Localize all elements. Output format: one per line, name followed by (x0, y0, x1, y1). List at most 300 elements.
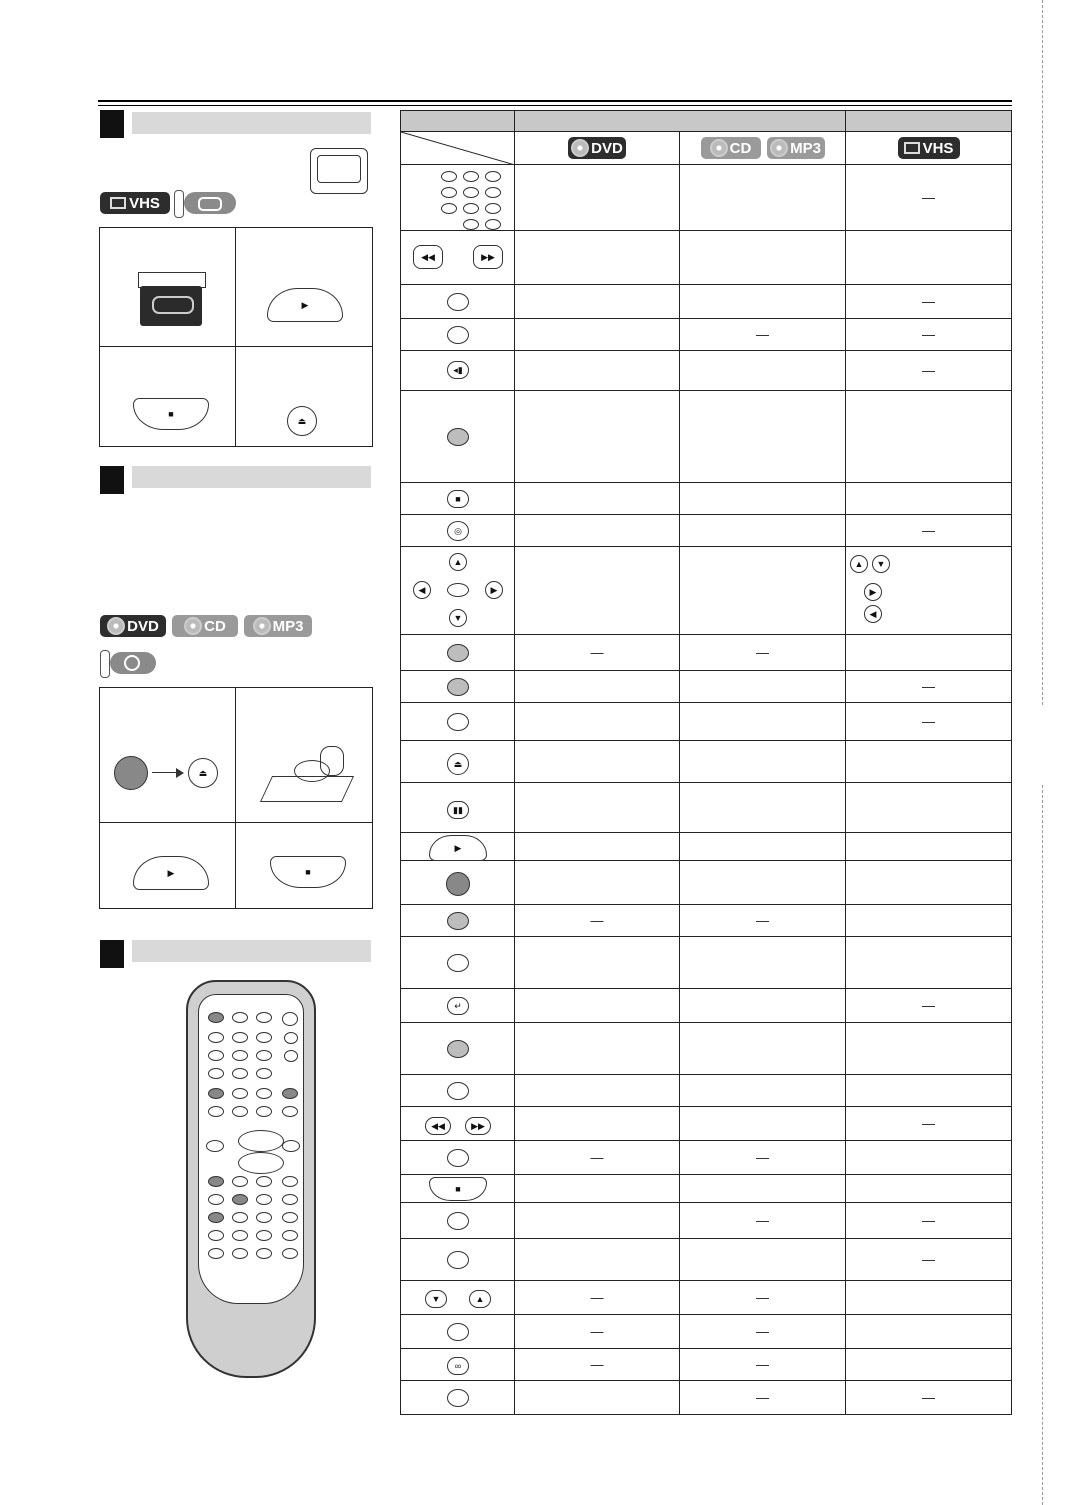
btn-h-icon (447, 1251, 469, 1269)
table-cd-cell (680, 1239, 846, 1281)
target-icon: ◎ (447, 521, 469, 541)
remote-button-31 (282, 1212, 298, 1223)
play-icon: ▶ (301, 299, 309, 310)
remote-button-19 (282, 1106, 298, 1117)
table-row (401, 1349, 1012, 1381)
table-dvd-cell (515, 1239, 680, 1281)
table-row (401, 671, 1012, 703)
pause-icon: ▮▮ (447, 801, 469, 819)
section-number-2 (100, 466, 124, 494)
table-vhs-cell (846, 1349, 1012, 1381)
remote-button-0 (208, 1012, 224, 1023)
down-arrow-icon: ▼ (449, 609, 467, 627)
remote-button-5 (256, 1032, 272, 1043)
table-row (401, 483, 1012, 515)
table-vhs-cell (846, 989, 1012, 1023)
remote-button-39 (282, 1248, 298, 1259)
table-row (401, 1023, 1012, 1075)
square-icon: ■ (447, 490, 469, 508)
table-vhs-value: — (922, 1390, 935, 1405)
table-dvd-cell (515, 351, 680, 391)
table-cd-cell (680, 1107, 846, 1141)
stop-icon: ■ (168, 408, 174, 419)
table-vhs-cell (846, 741, 1012, 783)
table-cd-value: — (756, 1357, 769, 1372)
table-dvd-cell (515, 833, 680, 861)
tv-icon (310, 148, 368, 194)
btn-b-icon (447, 326, 469, 344)
vcr-icon: ∞ (447, 1357, 469, 1375)
table-vhs-value: — (922, 294, 935, 309)
table-dvd-cell (515, 741, 680, 783)
stop-button-illustration (133, 398, 209, 430)
number-key-4 (441, 187, 457, 198)
channel-up-icon: ▲ (469, 1290, 491, 1308)
table-row (401, 1141, 1012, 1175)
table-cd-cell (680, 1075, 846, 1107)
table-vhs-cell (846, 351, 1012, 391)
table-button-cell (401, 483, 515, 515)
stop-icon: ■ (305, 866, 311, 877)
remote-button-20 (208, 1176, 224, 1187)
dvd-steps-box (99, 687, 373, 909)
table-button-cell (401, 1175, 515, 1203)
table-vhs-cell (846, 547, 1012, 635)
table-vhs-header: VHS (846, 132, 1012, 165)
vhs-down-icon: ▼ (872, 555, 890, 573)
remote-button-4 (232, 1032, 248, 1043)
table-vhs-value: — (922, 363, 935, 378)
table-button-cell (401, 1075, 515, 1107)
table-cd-cell (680, 1315, 846, 1349)
table-cd-cell (680, 1141, 846, 1175)
remote-button-17 (232, 1106, 248, 1117)
table-row (401, 515, 1012, 547)
table-button-cell (401, 1281, 515, 1315)
table-row (401, 1175, 1012, 1203)
eject-button-illustration (287, 406, 317, 436)
number-key-9 (485, 203, 501, 214)
remote-eject-button (282, 1012, 298, 1026)
table-button-cell (401, 1023, 515, 1075)
remote-button-18 (256, 1106, 272, 1117)
table-vhs-cell (846, 1175, 1012, 1203)
table-dvd-value: — (590, 913, 604, 928)
table-dvd-cell (515, 1349, 680, 1381)
table-button-cell (401, 703, 515, 741)
power-icon (446, 872, 470, 896)
table-vhs-cell (846, 1075, 1012, 1107)
remote-button-29 (232, 1212, 248, 1223)
table-dvd-value: — (590, 1150, 604, 1165)
channel-down-icon: ▼ (425, 1290, 447, 1308)
section-number-3 (100, 940, 124, 968)
remote-button-32 (208, 1230, 224, 1241)
table-dvd-cell (515, 783, 680, 833)
remote-button-9 (208, 1068, 224, 1079)
table-cd-value: — (756, 1324, 769, 1339)
table-cd-cell (680, 515, 846, 547)
table-dvd-cell (515, 285, 680, 319)
table-cd-value: — (756, 327, 769, 342)
remote-button-26 (256, 1194, 272, 1205)
table-row (401, 703, 1012, 741)
section-title-3 (132, 940, 371, 962)
table-button-cell (401, 905, 515, 937)
table-dvd-cell (515, 1023, 680, 1075)
table-row (401, 905, 1012, 937)
table-cd-cell (680, 1175, 846, 1203)
table-row (401, 861, 1012, 905)
remote-ffw-button (282, 1140, 300, 1152)
table-dvd-value: — (590, 645, 604, 660)
section-number-1 (100, 110, 124, 138)
remote-button-13 (232, 1088, 248, 1099)
vhs-left-icon: ◀ (864, 605, 882, 623)
grey-oval-1-icon (447, 428, 469, 446)
table-row (401, 1203, 1012, 1239)
table-dvd-cell (515, 1107, 680, 1141)
table-row (401, 989, 1012, 1023)
table-dvd-cell (515, 671, 680, 703)
grey-oval-2-icon (447, 644, 469, 662)
number-key-8 (463, 203, 479, 214)
remote-button-6 (208, 1050, 224, 1061)
remote-button-28 (208, 1212, 224, 1223)
dvd-disc-icon (110, 652, 156, 674)
number-key-1 (441, 171, 457, 182)
table-row (401, 833, 1012, 861)
table-dvd-cell (515, 703, 680, 741)
remote-button-35 (282, 1230, 298, 1241)
table-vhs-cell (846, 1203, 1012, 1239)
enter-icon (447, 583, 469, 597)
remote-button-7 (232, 1050, 248, 1061)
table-dvd-cell (515, 391, 680, 483)
table-cd-cell (680, 989, 846, 1023)
table-dvd-cell (515, 515, 680, 547)
stop-button-illustration-2 (270, 856, 346, 888)
table-button-cell (401, 547, 515, 635)
table-row (401, 285, 1012, 319)
table-dvd-cell (515, 1175, 680, 1203)
section-title-1 (132, 112, 371, 134)
table-button-cell (401, 165, 515, 231)
remote-button-25 (232, 1194, 248, 1205)
table-cd-cell (680, 231, 846, 285)
table-vhs-cell (846, 671, 1012, 703)
table-cd-cell (680, 483, 846, 515)
table-cd-mp3-header: CD MP3 (680, 132, 846, 165)
table-dvd-cell (515, 1203, 680, 1239)
disc-insert-illustration (260, 746, 356, 806)
vhs-badge: VHS (100, 192, 170, 214)
table-diagonal-cell (401, 132, 515, 165)
table-button-cell (401, 285, 515, 319)
remote-control-illustration (186, 980, 316, 1378)
table-cd-cell (680, 741, 846, 783)
table-button-cell (401, 231, 515, 285)
table-vhs-cell (846, 231, 1012, 285)
table-cd-cell (680, 391, 846, 483)
table-button-cell (401, 861, 515, 905)
table-cd-cell (680, 833, 846, 861)
table-cd-value: — (756, 645, 769, 660)
remote-button-21 (232, 1176, 248, 1187)
remote-rew-button (206, 1140, 224, 1152)
function-table (400, 110, 1012, 1415)
table-row (401, 165, 1012, 231)
table-header-vcr (846, 111, 1012, 132)
number-key-3 (485, 171, 501, 182)
grey-oval-5-icon (447, 1040, 469, 1058)
table-cd-value: — (756, 913, 769, 928)
remote-stop-button (238, 1152, 284, 1174)
remote-button-15 (282, 1088, 298, 1099)
table-dvd-cell (515, 1381, 680, 1415)
table-button-cell (401, 833, 515, 861)
remote-button-1 (232, 1012, 248, 1023)
table-cd-cell (680, 703, 846, 741)
table-vhs-cell (846, 635, 1012, 671)
table-header-button (401, 111, 515, 132)
vhs-steps-box (99, 227, 373, 447)
table-button-cell (401, 741, 515, 783)
btn-c-icon (447, 713, 469, 731)
table-row (401, 1281, 1012, 1315)
table-button-cell (401, 1349, 515, 1381)
table-vhs-value: — (922, 523, 935, 538)
play-button-illustration-2 (133, 856, 209, 890)
eject-button-illustration-2 (188, 758, 218, 788)
right-arrow-icon: ▶ (485, 581, 503, 599)
table-cd-cell (680, 1203, 846, 1239)
btn-i-icon (447, 1323, 469, 1341)
play-icon: ▶ (429, 835, 487, 861)
remote-button-2 (256, 1012, 272, 1023)
table-button-cell (401, 1141, 515, 1175)
table-button-cell (401, 783, 515, 833)
left-arrow-icon: ◀ (413, 581, 431, 599)
arrow-right-icon (152, 772, 178, 773)
remote-button-3 (208, 1032, 224, 1043)
table-cd-cell (680, 905, 846, 937)
table-dvd-cell (515, 1075, 680, 1107)
table-vhs-cell (846, 1141, 1012, 1175)
btn-e-icon (447, 1082, 469, 1100)
table-dvd-cell (515, 905, 680, 937)
table-vhs-value: — (922, 998, 935, 1013)
remote-button-14 (256, 1088, 272, 1099)
number-key-2 (463, 171, 479, 182)
remote-button-11 (256, 1068, 272, 1079)
table-button-cell (401, 1107, 515, 1141)
play-button-illustration (267, 288, 343, 322)
table-cd-cell (680, 165, 846, 231)
table-button-cell (401, 1203, 515, 1239)
table-vhs-value: — (922, 679, 935, 694)
vhs-right-icon: ▶ (864, 583, 882, 601)
table-dvd-cell (515, 547, 680, 635)
table-cd-value: — (756, 1290, 769, 1305)
table-row (401, 741, 1012, 783)
btn-d-icon (447, 954, 469, 972)
table-cd-cell (680, 319, 846, 351)
table-row (401, 1075, 1012, 1107)
table-button-cell (401, 671, 515, 703)
btn-f-icon (447, 1149, 469, 1167)
remote-button-8 (256, 1050, 272, 1061)
table-row (401, 937, 1012, 989)
audio-icon: ◂▮ (447, 361, 469, 379)
table-row (401, 351, 1012, 391)
cd-badge: CD (172, 615, 238, 637)
remote-button-38 (256, 1248, 272, 1259)
table-dvd-cell (515, 231, 680, 285)
table-vhs-cell (846, 703, 1012, 741)
table-row (401, 319, 1012, 351)
stop-icon: ■ (429, 1177, 487, 1201)
table-cd-cell (680, 351, 846, 391)
table-button-cell (401, 351, 515, 391)
table-button-cell (401, 937, 515, 989)
table-dvd-value: — (590, 1290, 604, 1305)
remote-button-30 (256, 1212, 272, 1223)
table-row (401, 231, 1012, 285)
table-button-cell (401, 1315, 515, 1349)
remote-button-33 (232, 1230, 248, 1241)
table-row (401, 1381, 1012, 1415)
margin-dashline-top (1042, 0, 1043, 705)
cassette-insert-illustration (140, 266, 206, 324)
table-cd-value: — (756, 1150, 769, 1165)
table-button-cell (401, 1381, 515, 1415)
table-dvd-cell (515, 319, 680, 351)
table-vhs-cell (846, 1239, 1012, 1281)
remote-button-34 (256, 1230, 272, 1241)
remote-button-12 (208, 1088, 224, 1099)
table-dvd-cell (515, 1141, 680, 1175)
table-cd-cell (680, 635, 846, 671)
table-vhs-cell (846, 285, 1012, 319)
table-vhs-cell (846, 1023, 1012, 1075)
table-dvd-cell (515, 1281, 680, 1315)
power-button-illustration (114, 756, 148, 790)
table-row (401, 1239, 1012, 1281)
table-button-cell (401, 1239, 515, 1281)
table-cd-value: — (756, 1213, 769, 1228)
table-vhs-value: — (922, 1116, 935, 1131)
table-dvd-cell (515, 165, 680, 231)
dvd-switch-icon (100, 650, 110, 678)
dvd-badge: DVD (100, 615, 166, 637)
table-row (401, 635, 1012, 671)
section-title-2 (132, 466, 371, 488)
remote-button-24 (208, 1194, 224, 1205)
remote-play-button (238, 1130, 284, 1152)
table-vhs-cell (846, 1381, 1012, 1415)
table-row (401, 547, 1012, 635)
fast-forward-icon: ▶▶ (473, 245, 503, 269)
remote-button-16 (208, 1106, 224, 1117)
remote-button-36 (208, 1248, 224, 1259)
table-button-cell (401, 391, 515, 483)
table-vhs-cell (846, 833, 1012, 861)
remote-button-22 (256, 1176, 272, 1187)
remote-button-23 (282, 1176, 298, 1187)
margin-dashline-bottom (1042, 785, 1043, 1505)
vcr-switch-icon (174, 190, 184, 218)
number-key-7 (441, 203, 457, 214)
play-icon: ▶ (167, 867, 175, 878)
table-dvd-header: DVD (515, 132, 680, 165)
number-key-10 (463, 219, 479, 230)
table-vhs-cell (846, 905, 1012, 937)
table-dvd-cell (515, 989, 680, 1023)
top-rule (98, 100, 1012, 106)
table-vhs-cell (846, 937, 1012, 989)
table-vhs-cell (846, 515, 1012, 547)
table-cd-cell (680, 547, 846, 635)
table-vhs-cell (846, 1315, 1012, 1349)
table-vhs-cell (846, 391, 1012, 483)
table-vhs-value: — (922, 327, 935, 342)
skip-forward-icon: ▶▶ (465, 1117, 491, 1135)
table-dvd-cell (515, 1315, 680, 1349)
btn-a-icon (447, 293, 469, 311)
btn-j-icon (447, 1389, 469, 1407)
table-vhs-value: — (922, 1252, 935, 1267)
table-cd-cell (680, 1381, 846, 1415)
eject-icon: ⏏ (447, 753, 469, 775)
table-vhs-value: — (922, 1213, 935, 1228)
remote-button-27 (282, 1194, 298, 1205)
table-vhs-value: — (922, 190, 935, 205)
table-dvd-cell (515, 937, 680, 989)
remote-button-37 (232, 1248, 248, 1259)
table-cd-cell (680, 1281, 846, 1315)
mp3-badge: MP3 (244, 615, 312, 637)
table-header-disc (515, 111, 846, 132)
table-cd-cell (680, 671, 846, 703)
table-vhs-cell (846, 483, 1012, 515)
table-row (401, 391, 1012, 483)
table-vhs-value: — (922, 714, 935, 729)
eject-icon: ⏏ (198, 767, 208, 778)
table-vhs-cell (846, 783, 1012, 833)
vcr-tape-icon (184, 192, 236, 214)
table-dvd-cell (515, 483, 680, 515)
return-icon: ↵ (447, 997, 469, 1015)
grey-oval-4-icon (447, 912, 469, 930)
table-button-cell (401, 635, 515, 671)
table-dvd-cell (515, 635, 680, 671)
table-cd-cell (680, 937, 846, 989)
rewind-icon: ◀◀ (413, 245, 443, 269)
table-dvd-value: — (590, 1324, 604, 1339)
table-row (401, 1315, 1012, 1349)
skip-back-icon: ◀◀ (425, 1117, 451, 1135)
up-arrow-icon: ▲ (449, 553, 467, 571)
table-vhs-cell (846, 1281, 1012, 1315)
btn-g-icon (447, 1212, 469, 1230)
eject-icon: ⏏ (297, 415, 307, 426)
number-key-6 (485, 187, 501, 198)
table-cd-value: — (756, 1390, 769, 1405)
remote-button-10 (232, 1068, 248, 1079)
table-button-cell (401, 319, 515, 351)
table-vhs-cell (846, 319, 1012, 351)
